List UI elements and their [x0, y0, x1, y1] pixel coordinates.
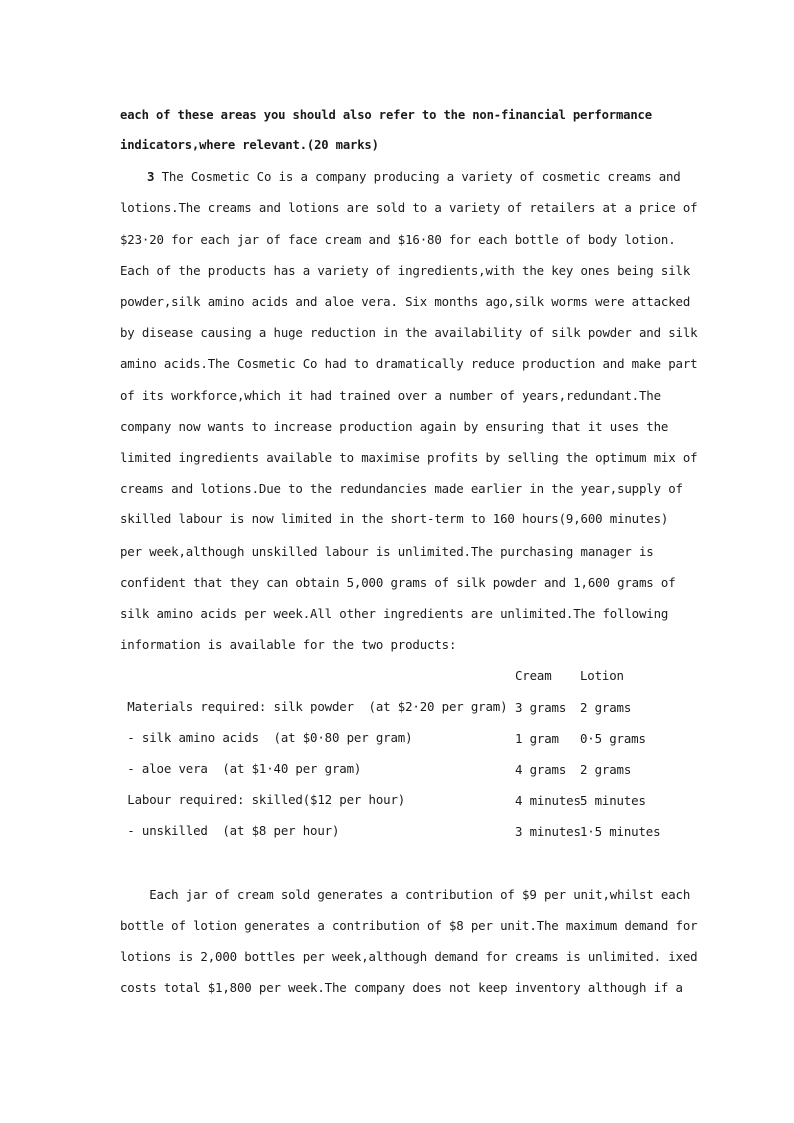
para1-line: confident that they can obtain 5,000 grams of silk powder and 1,600 grams of [120, 575, 676, 590]
para1-line: by disease causing a huge reduction in the availability of silk powder and silk [120, 325, 698, 340]
table-cell-cream: 4 minutes [515, 793, 581, 808]
table-cell-cream: 3 grams [515, 700, 567, 715]
para2-line: bottle of lotion generates a contribution of $8 per unit.The maximum demand for [120, 918, 698, 933]
intro-line-1: each of these areas you should also refer to the non-financial performance [120, 108, 652, 122]
table-row-label: - silk amino acids (at $0·80 per gram) [120, 730, 413, 745]
para1-line: per week,although unskilled labour is unlimited.The purchasing manager is [120, 544, 654, 559]
para1-line: skilled labour is now limited in the short-term to 160 hours(9,600 minutes) [120, 511, 669, 526]
table-cell-lotion: 1·5 minutes [580, 824, 661, 839]
table-header-cream: Cream [515, 668, 552, 683]
table-row-label: - aloe vera (at $1·40 per gram) [120, 761, 362, 776]
table-cell-cream: 1 gram [515, 731, 559, 746]
table-row-label: - unskilled (at $8 per hour) [120, 823, 340, 838]
para1-line: company now wants to increase production again by ensuring that it uses the [120, 419, 669, 434]
para2-line: costs total $1,800 per week.The company does not keep inventory although if a [120, 980, 683, 995]
table-cell-cream: 4 grams [515, 762, 567, 777]
para2-line: lotions is 2,000 bottles per week,although demand for creams is unlimited. ixed [120, 949, 698, 964]
para1-line: silk amino acids per week.All other ingredients are unlimited.The following [120, 606, 669, 621]
table-cell-lotion: 5 minutes [580, 793, 646, 808]
table-cell-lotion: 0·5 grams [580, 731, 646, 746]
para1-line: limited ingredients available to maximise profits by selling the optimum mix of [120, 450, 698, 465]
table-row-label: Labour required: skilled($12 per hour) [120, 792, 406, 807]
para1-line: $23·20 for each jar of face cream and $16·80 for each bottle of body lotion. [120, 232, 676, 247]
para1-line: powder,silk amino acids and aloe vera. Six months ago,silk worms were attacked [120, 294, 691, 309]
table-header-lotion: Lotion [580, 668, 624, 683]
para1-line: Each of the products has a variety of ingredients,with the key ones being silk [120, 263, 691, 278]
para1-line: of its workforce,which it had trained over a number of years,redundant.The [120, 388, 661, 403]
para1-line: creams and lotions.Due to the redundancies made earlier in the year,supply of [120, 481, 683, 496]
table-cell-lotion: 2 grams [580, 762, 632, 777]
table-row-label: Materials required: silk powder (at $2·20 per gram) [120, 699, 508, 714]
para1-first-line [147, 169, 681, 185]
para1-line: information is available for the two products: [120, 637, 457, 652]
intro-line-2: indicators,where relevant.(20 marks) [120, 138, 379, 152]
para1-line: amino acids.The Cosmetic Co had to dramatically reduce production and make part [120, 356, 698, 371]
question-number: 3 [147, 169, 155, 184]
para1-line: lotions.The creams and lotions are sold to a variety of retailers at a price of [120, 200, 698, 215]
para2-line: Each jar of cream sold generates a contribution of $9 per unit,whilst each [120, 887, 691, 902]
table-cell-lotion: 2 grams [580, 700, 632, 715]
table-cell-cream: 3 minutes [515, 824, 581, 839]
para1-first-text: The Cosmetic Co is a company producing a variety of cosmetic creams and [154, 169, 681, 184]
